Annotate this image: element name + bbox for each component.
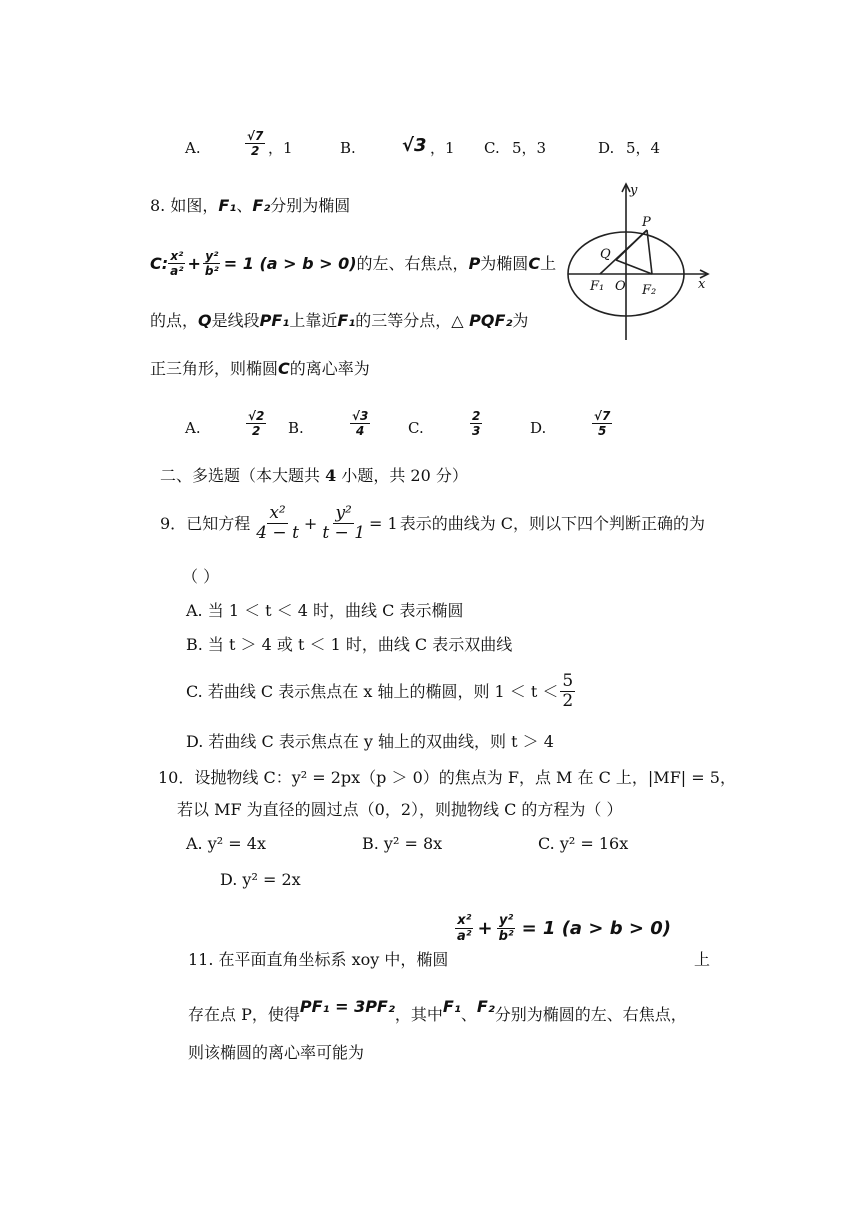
- q11-f1: F₁: [442, 997, 461, 1016]
- q8-line-2: [150, 250, 556, 277]
- q7-option-a-rest: ，1: [268, 139, 293, 157]
- q8-option-d-fraction: [592, 410, 612, 437]
- q8-line3-post: 为: [512, 311, 529, 330]
- q9-number: 9．: [160, 513, 187, 533]
- q8-frac-y: [203, 250, 221, 277]
- q10-option-b[interactable]: B. y² = 8x: [362, 834, 443, 853]
- q8-b-num: √3: [352, 409, 369, 423]
- q8-option-a-fraction: [246, 410, 266, 437]
- figure-o-label: O: [615, 279, 626, 294]
- q10-line-1: 10．设抛物线 C：y² = 2px（p ＞ 0）的焦点为 F，点 M 在 C 上，|MF| = 5，: [158, 768, 736, 787]
- q7-option-a-fraction: [245, 130, 265, 157]
- q11-y2: y²: [498, 913, 514, 928]
- q11-x2: x²: [457, 913, 472, 928]
- q8-plus: +: [187, 253, 201, 273]
- q9-option-b[interactable]: B. 当 t ＞ 4 或 t ＜ 1 时，曲线 C 表示双曲线: [186, 635, 513, 654]
- q8-line1-post: 分别为椭圆: [270, 196, 351, 215]
- q11-line-3: 则该椭圆的离心率可能为: [188, 1043, 365, 1062]
- q8-line3-mid2: 上靠近: [289, 311, 338, 330]
- q8-option-a-label[interactable]: A.: [185, 419, 201, 437]
- q11-frac-y: [497, 914, 516, 943]
- q8-a-den: 2: [252, 424, 261, 438]
- q9-frac-1: [254, 505, 301, 542]
- q8-line2-post3: 上: [540, 253, 557, 273]
- q9-frac2-den: t − 1: [322, 523, 366, 543]
- q11-line2-pre: 存在点 P，使得: [188, 1005, 300, 1024]
- q10-line-2: 若以 MF 为直径的圆过点（0，2），则抛物线 C 的方程为（ ）: [177, 800, 623, 819]
- q8-line2-post: 的左、右焦点，: [356, 253, 469, 273]
- q9-c-num: 5: [562, 671, 574, 691]
- segment-pq: [616, 230, 647, 260]
- figure-y-label: y: [630, 183, 638, 198]
- q8-c-den: 3: [472, 424, 481, 438]
- q9-option-c-text: C. 若曲线 C 表示焦点在 x 轴上的椭圆，则 1 ＜ t ＜: [186, 681, 559, 701]
- q7-option-b-label[interactable]: B.: [340, 139, 356, 157]
- q11-pf-equation: PF₁ = 3PF₂: [299, 997, 395, 1016]
- section2-title-pre: 二、多选题（本大题共: [160, 466, 326, 485]
- q9-frac1-num: x²: [269, 503, 286, 523]
- q9-stem: [160, 505, 705, 542]
- q7-option-a-numerator: √7: [247, 129, 264, 143]
- q9-post: 表示的曲线为 C，则以下四个判断正确的为: [399, 513, 706, 533]
- q8-line4-post: 的离心率为: [289, 359, 370, 378]
- q8-a2: a²: [170, 264, 184, 278]
- q8-line2-post2: 为椭圆: [480, 253, 529, 273]
- q9-option-c[interactable]: [186, 673, 575, 710]
- q9-plus: +: [303, 513, 318, 533]
- q11-line-1-end: 上: [694, 950, 711, 969]
- q11-f2: F₂: [476, 997, 495, 1016]
- q11-line2-sep: 、: [460, 1005, 477, 1024]
- q8-q: Q: [198, 311, 212, 330]
- q9-option-a[interactable]: A. 当 1 ＜ t ＜ 4 时，曲线 C 表示椭圆: [186, 601, 464, 620]
- figure-f1-label: F₁: [590, 279, 605, 294]
- segment-qf2: [616, 260, 652, 274]
- q8-line4-c: C: [278, 359, 290, 378]
- q8-f1: F₁: [218, 196, 237, 215]
- q11-ellipse-equation: [455, 914, 671, 943]
- q8-a-num: √2: [248, 409, 265, 423]
- q10-option-d[interactable]: D. y² = 2x: [220, 870, 301, 889]
- q8-line-4: [150, 359, 370, 379]
- q8-option-c-label[interactable]: C.: [408, 419, 424, 437]
- q8-d-den: 5: [598, 424, 607, 438]
- q8-option-b-label[interactable]: B.: [288, 419, 304, 437]
- q9-frac-2: [320, 505, 367, 542]
- q9-frac2-num: y²: [335, 503, 352, 523]
- q10-option-c[interactable]: C. y² = 16x: [538, 834, 629, 853]
- q9-c-den: 2: [562, 691, 574, 711]
- figure-q-label: Q: [600, 247, 611, 262]
- q8-line4-pre: 正三角形，则椭圆: [150, 359, 279, 378]
- q10-option-a[interactable]: A. y² = 4x: [186, 834, 266, 853]
- q7-option-c-label[interactable]: C.: [484, 139, 500, 157]
- q8-y2: y²: [205, 249, 219, 263]
- q11-line-1: 11. 在平面直角坐标系 xoy 中，椭圆: [188, 950, 449, 969]
- q8-p: P: [468, 253, 481, 273]
- q11-line-2: [188, 997, 687, 1025]
- q8-line1-pre: 如图，: [170, 196, 219, 215]
- figure-x-label: x: [698, 277, 706, 292]
- q8-line3-mid: 是线段: [211, 311, 260, 330]
- q8-eq: = 1 (a > b > 0): [223, 253, 357, 273]
- q11-eq-rest: = 1 (a > b > 0): [521, 918, 671, 939]
- section2-title-post: 小题，共 20 分）: [336, 466, 468, 485]
- q7-option-b-value: √3: [402, 135, 427, 156]
- q7-option-c-value: 5，3: [512, 139, 547, 157]
- q9-eq: = 1: [369, 513, 398, 533]
- q8-option-b-fraction: [350, 410, 370, 437]
- q8-line-3: [150, 311, 528, 331]
- q9-frac1-den: 4 − t: [256, 523, 299, 543]
- section-2-heading: [160, 466, 468, 486]
- q11-line2-mid: ，其中: [394, 1005, 443, 1024]
- q11-b2: b²: [498, 929, 514, 944]
- q8-c2: C: [528, 253, 541, 273]
- q8-option-c-fraction: [470, 410, 482, 437]
- q11-frac-x: [455, 914, 473, 943]
- figure-p-label: P: [642, 215, 651, 230]
- q7-option-a-label[interactable]: A.: [185, 139, 201, 157]
- q8-b2: b²: [204, 264, 219, 278]
- q7-option-b-rest: ，1: [430, 139, 455, 157]
- q8-number: 8.: [150, 196, 166, 215]
- q8-b-den: 4: [356, 424, 365, 438]
- q8-frac-x: [168, 250, 185, 277]
- q9-option-d[interactable]: D. 若曲线 C 表示焦点在 y 轴上的双曲线，则 t ＞ 4: [186, 732, 554, 751]
- ellipse-figure: [560, 180, 720, 346]
- figure-f2-label: F₂: [642, 283, 657, 298]
- q9-option-c-fraction: [560, 673, 575, 710]
- q11-plus: +: [477, 918, 493, 939]
- q8-d-num: √7: [594, 409, 611, 423]
- q8-c-num: 2: [472, 409, 481, 423]
- q7-option-d-label[interactable]: D.: [598, 139, 615, 157]
- q8-f2: F₂: [252, 196, 271, 215]
- q8-line3-f1: F₁: [337, 311, 356, 330]
- section2-count: 4: [325, 466, 337, 485]
- q8-x2: x²: [170, 249, 184, 263]
- q8-triangle: △ PQF₂: [451, 311, 513, 330]
- q9-answer-paren: （ ）: [182, 567, 220, 586]
- q8-line3-mid3: 的三等分点，: [355, 311, 452, 330]
- q8-curve-c: C:: [150, 253, 169, 273]
- q7-option-d-value: 5，4: [626, 139, 661, 157]
- q8-line-1: [150, 196, 350, 216]
- q11-line2-post: 分别为椭圆的左、右焦点，: [494, 1005, 687, 1024]
- q8-option-d-label[interactable]: D.: [530, 419, 547, 437]
- q8-line3-pre: 的点，: [150, 311, 199, 330]
- q11-a2: a²: [457, 929, 472, 944]
- q9-pre: 已知方程: [186, 513, 251, 533]
- q7-option-a-denominator: 2: [251, 144, 260, 158]
- q8-pf1: PF₁: [259, 311, 290, 330]
- q8-sep: 、: [236, 196, 253, 215]
